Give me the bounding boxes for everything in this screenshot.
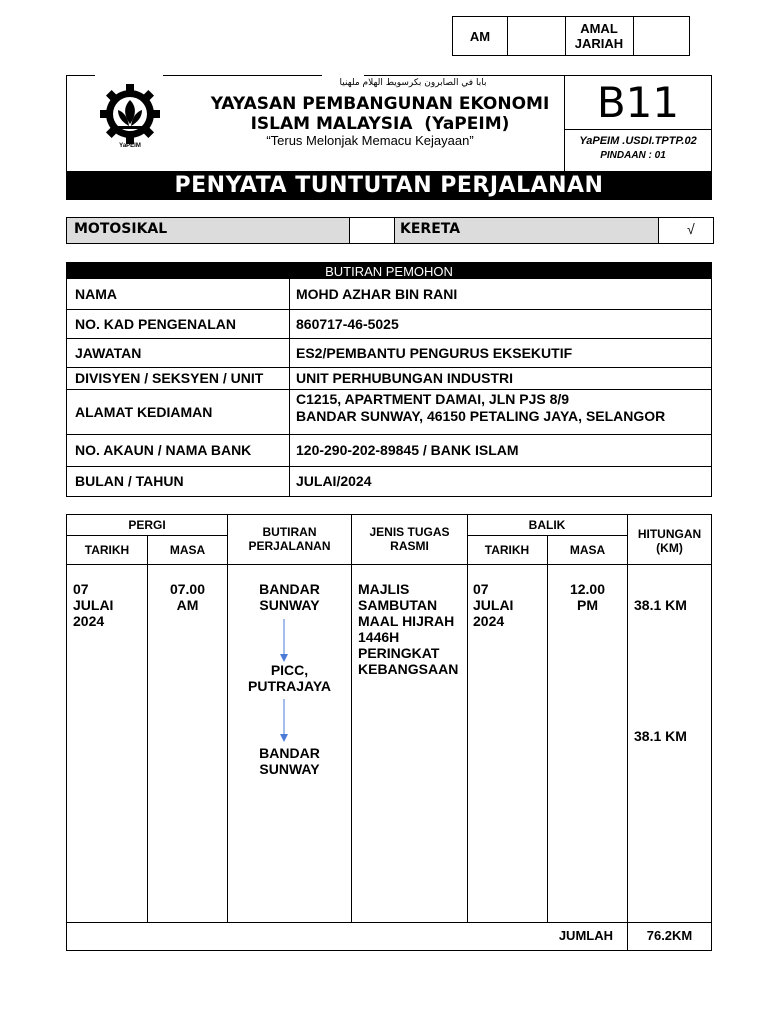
header-go-time: MASA (169, 543, 206, 557)
route-return: BANDAR SUNWAY (259, 745, 320, 777)
return-date: 07 JULAI 2024 (473, 581, 514, 629)
row-value-ic: 860717-46-5025 (296, 315, 399, 332)
revision: PINDAAN : 01 (600, 150, 666, 161)
row-value-position: ES2/PEMBANTU PENGURUS EKSEKUTIF (296, 344, 573, 361)
row-value-division: UNIT PERHUBUNGAN INDUSTRI (296, 370, 513, 386)
arabic-tagline: بابا في الصابرون بكرسويط الهلام ملهنيا (339, 78, 487, 88)
row-label-ic: NO. KAD PENGENALAN (75, 315, 237, 332)
row-value-month-year: JULAI/2024 (296, 473, 372, 489)
down-arrow-icon (277, 619, 291, 663)
return-time: 12.00 PM (569, 581, 606, 613)
go-time: 07.00 AM (169, 581, 206, 613)
row-label-bank: NO. AKAUN / NAMA BANK (75, 442, 252, 458)
motorcycle-label: MOTOSIKAL (74, 221, 168, 237)
go-date: 07 JULAI 2024 (73, 581, 114, 629)
row-label-address: ALAMAT KEDIAMAN (75, 403, 213, 420)
route-origin: BANDAR SUNWAY (259, 581, 320, 613)
route-destination: PICC, PUTRAJAYA (248, 662, 331, 694)
org-name: YAYASAN PEMBANGUNAN EKONOMI ISLAM MALAYSIA (YaPEIM) (210, 94, 550, 134)
slogan: “Terus Melonjak Memacu Kejayaan” (266, 133, 474, 148)
header-go: PERGI (128, 518, 166, 532)
applicant-section-title: BUTIRAN PEMOHON (67, 263, 711, 279)
motorcycle-checkbox[interactable] (350, 218, 395, 243)
logo-text: YaPEIM (119, 143, 141, 149)
row-label-position: JAWATAN (75, 344, 142, 361)
header-return-date: TARIKH (484, 543, 530, 557)
row-value-address: C1215, APARTMENT DAMAI, JLN PJS 8/9 BANDAR SUNWAY, 46150 PETALING JAYA, SELANGOR (296, 391, 666, 424)
car-checkbox[interactable] (659, 218, 713, 243)
yapeim-logo (96, 83, 164, 153)
am-amal-jariah-box (452, 16, 690, 56)
header-return: BALIK (528, 518, 566, 532)
form-code: B11 (596, 77, 680, 127)
journey-table (66, 514, 712, 951)
car-label: KERETA (400, 221, 461, 237)
am-label: AM (469, 28, 491, 44)
applicant-details-table (66, 262, 712, 497)
car-check-mark: √ (687, 221, 695, 237)
header-duty-type: JENIS TUGAS RASMI (369, 525, 450, 553)
amal-jariah-label: AMAL JARIAH (574, 21, 624, 51)
distance-outbound: 38.1 KM (634, 597, 687, 613)
row-label-name: NAMA (75, 286, 117, 302)
total-value: 76.2KM (646, 928, 693, 943)
total-label: JUMLAH (558, 928, 613, 943)
duty-type: MAJLIS SAMBUTAN MAAL HIJRAH 1446H PERINGKAT KEBANGSAAN (358, 581, 459, 677)
header-trip-details: BUTIRAN PERJALANAN (248, 525, 331, 553)
distance-return: 38.1 KM (634, 728, 687, 744)
header-distance: HITUNGAN (KM) (637, 527, 702, 555)
vehicle-type-row (66, 217, 714, 244)
down-arrow-icon (277, 699, 291, 743)
row-label-division: DIVISYEN / SEKSYEN / UNIT (75, 370, 264, 386)
header-go-date: TARIKH (84, 543, 130, 557)
doc-ref: YaPEIM .USDI.TPTP.02 (579, 135, 697, 147)
row-value-bank: 120-290-202-89845 / BANK ISLAM (296, 442, 519, 458)
row-value-name: MOHD AZHAR BIN RANI (296, 286, 458, 302)
page-title: PENYATA TUNTUTAN PERJALANAN (66, 171, 712, 200)
header-return-time: MASA (569, 543, 606, 557)
row-label-month-year: BULAN / TAHUN (75, 473, 184, 489)
